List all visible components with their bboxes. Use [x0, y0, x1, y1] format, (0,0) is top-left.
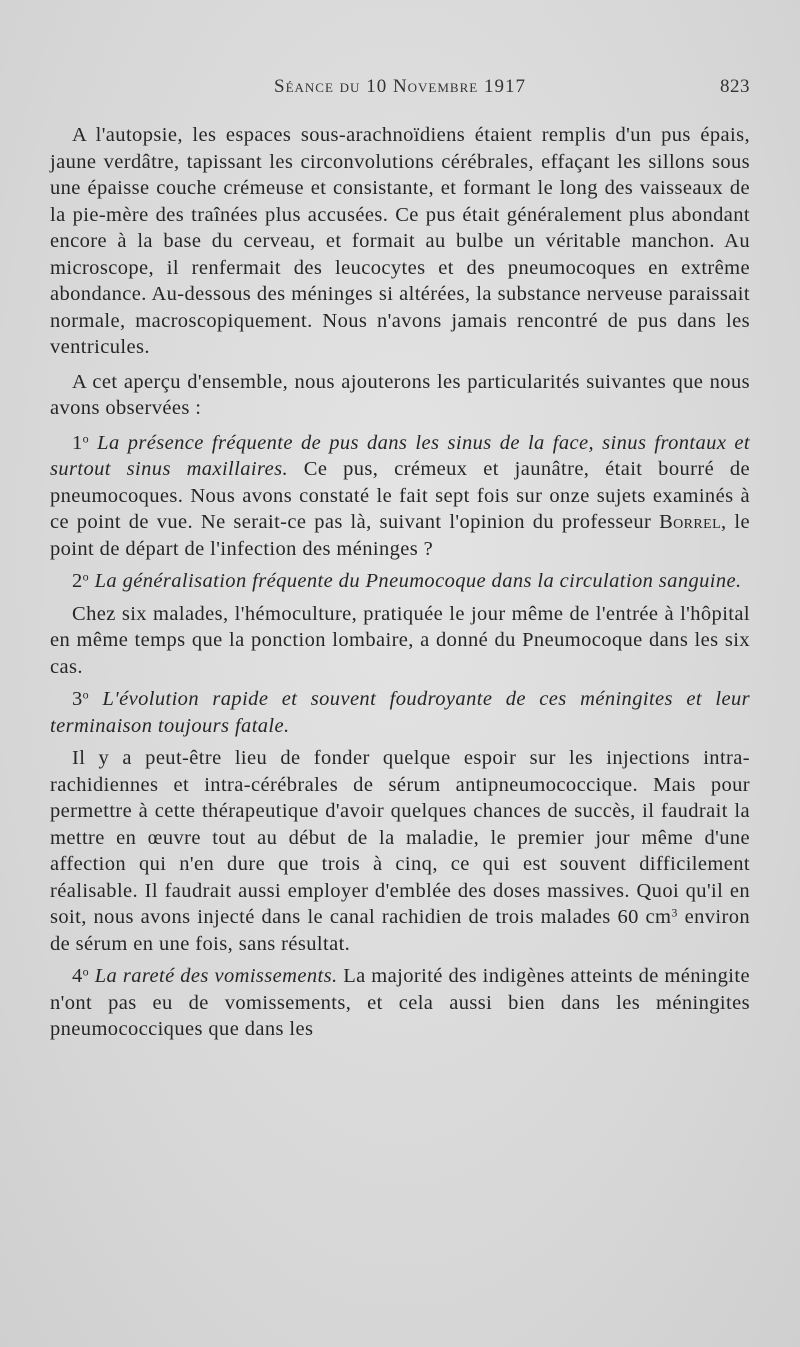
- paragraph-point-1: [50, 430, 750, 563]
- paragraph-point-4: [50, 963, 750, 1043]
- point-heading: La généralisation fréquente du Pneumocoque dans la circulation sanguine.: [94, 570, 742, 592]
- paragraph-autopsy: A l'autopsie, les espaces sous-arachnoïdiens étaient remplis d'un pus épais, jaune verdâtre, tapissant les circonvolutions cérébrales, effaçant les sillons sous une épaisse couche crémeuse et consistante, et formant le long des vaisseaux de la pie-mère des traînées plus accusées. Ce pus était généralement plus abondant encore à la base du cerveau, et formait au bulbe un véritable manchon. Au microscope, il renfermait des leucocytes et des pneumocoques en extrême abondance. Au-dessous des méninges si altérées, la substance nerveuse paraissait normale, macroscopiquement. Nous n'avons jamais rencontré de pus dans les ventricules.: [50, 124, 750, 358]
- page-number: 823: [720, 76, 750, 97]
- ordinal-mark: o: [82, 687, 90, 702]
- paragraph-text: , le point de départ de l'infection des méninges ?: [50, 511, 750, 560]
- paragraph-overview: A cet aperçu d'ensemble, nous ajouterons les particularités suivantes que nous avons observées :: [50, 370, 750, 419]
- paragraph-text: La majorité des indigènes atteints de méningite n'ont pas eu de vomissements, et cela aussi bien dans les méningites pneumococciques que dans les: [50, 965, 750, 1040]
- point-number: 4: [72, 965, 83, 987]
- superscript-three: 3: [671, 905, 678, 920]
- point-heading: La présence fréquente de pus dans les sinus de la face, sinus frontaux et surtout sinus maxillaires.: [50, 431, 751, 480]
- point-number: 2: [72, 570, 83, 592]
- author-name: Borrel: [659, 511, 722, 533]
- paragraph-point-2: [50, 568, 750, 595]
- ordinal-mark: o: [82, 430, 90, 445]
- point-number: 1: [72, 431, 83, 454]
- paragraph-point-3: [50, 686, 750, 739]
- body-text: [50, 122, 750, 1051]
- paragraph-text: environ de sérum en une fois, sans résultat.: [50, 906, 750, 955]
- point-number: 3: [72, 688, 83, 710]
- ordinal-mark: o: [82, 569, 90, 584]
- paragraph-serum: [50, 745, 750, 957]
- running-head: [50, 76, 750, 104]
- point-heading: L'évolution rapide et souvent foudroyante de ces méningites et leur terminaison toujours fatale.: [50, 688, 750, 737]
- running-title: Séance du 10 Novembre 1917: [274, 76, 526, 97]
- paragraph-text: Il y a peut-être lieu de fonder quelque espoir sur les injections intra-rachidiennes et intra-cérébrales de sérum antipneumococcique. Mais pour permettre à cette thérapeutique d'avoir quelques chances de succès, il faudrait la mettre en œuvre tout au début de la maladie, le premier jour même d'une affection qui n'en dure que trois à cinq, ce qui est souvent difficilement réalisable. Il faudrait aussi employer d'emblée des doses massives. Quoi qu'il en soit, nous avons injecté dans le canal rachidien de trois malades 60 cm: [50, 747, 750, 928]
- paragraph-hemoculture: Chez six malades, l'hémoculture, pratiquée le jour même de l'entrée à l'hôpital en même temps que la ponction lombaire, a donné du Pneumocoque dans les six cas.: [50, 602, 750, 678]
- point-heading: La rareté des vomissements.: [94, 965, 338, 987]
- paragraph-text: Ce pus, crémeux et jaunâtre, était bourré de pneumocoques. Nous avons constaté le fait sept fois sur onze sujets examinés à ce point de vue. Ne serait-ce pas là, suivant l'opinion du professeur: [50, 458, 750, 533]
- ordinal-mark: o: [82, 964, 90, 979]
